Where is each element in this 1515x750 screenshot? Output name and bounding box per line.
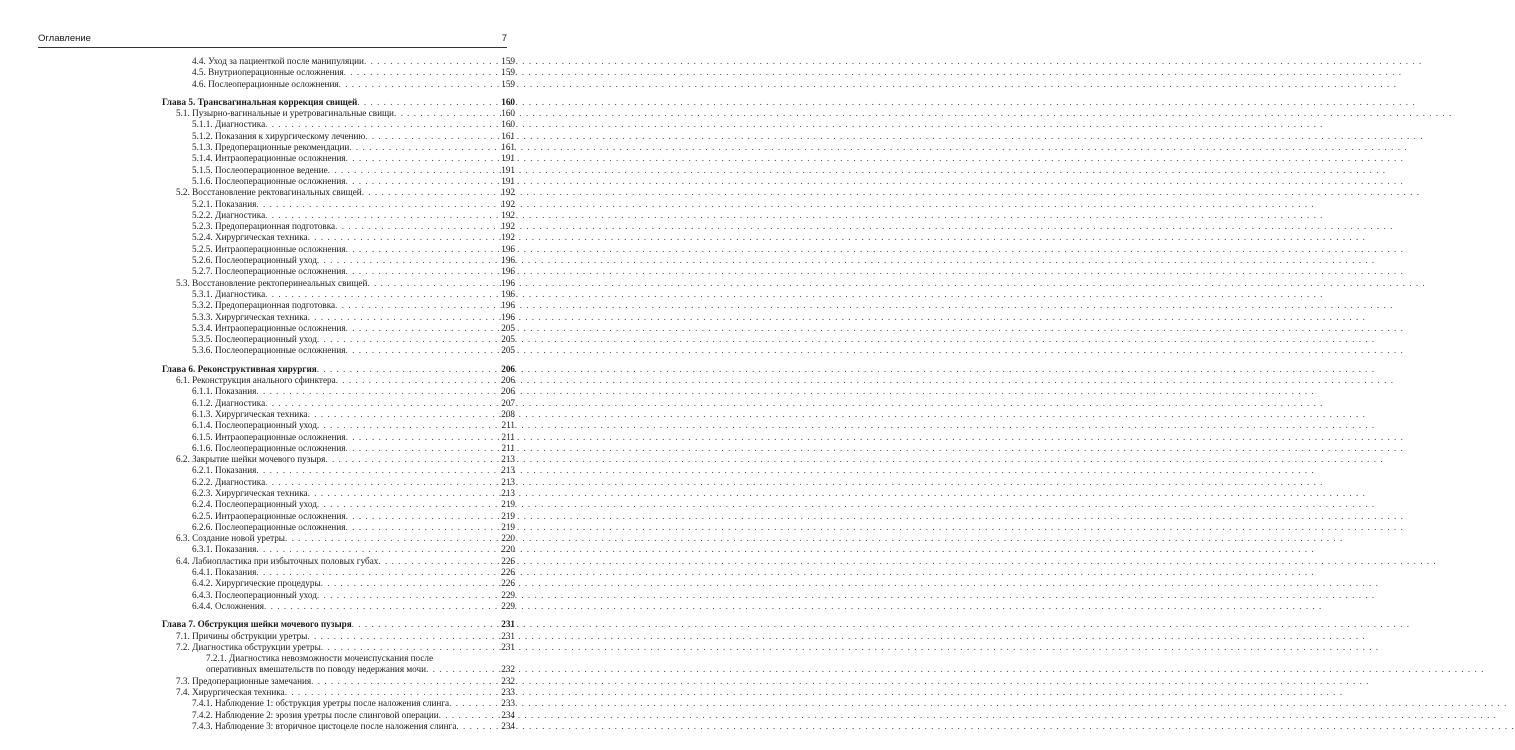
toc-entry-page: 192 [501,232,515,243]
toc-entry[interactable] [162,578,515,589]
dot-leader [346,345,500,356]
toc-entry-title: 5.1.4. Интраоперационные осложнения [192,153,346,164]
toc-entry[interactable] [162,153,515,164]
toc-entry-title: 6.1.1. Показания [192,386,257,397]
dot-leader [317,590,499,601]
toc-entry-page: 211 [501,431,515,442]
toc-entry-title: 6.1.6. Послеоперационные осложнения [192,442,346,453]
toc-entry-title: 5.1.6. Послеоперационные осложнения [192,175,346,186]
toc-entry[interactable] [162,187,515,198]
toc-entry-page: 159 [501,67,515,78]
dot-leader [367,278,499,289]
toc-entry-title: оперативных вмешательств по поводу недержания мочи [206,664,427,675]
toc-entry-page: 159 [501,56,515,66]
toc-entry[interactable] [162,398,515,409]
dot-leader [335,221,499,232]
toc-entry[interactable] [162,432,515,443]
toc-entry-title: 6.4.1. Показания [192,567,257,578]
toc-entry-page: 213 [501,454,515,465]
page-number: 7 [501,33,507,44]
dot-leader [317,499,499,510]
dot-leader [346,522,500,533]
toc-entry-page: 219 [501,499,515,510]
toc-entry-page: 206 [501,386,515,397]
toc-entry[interactable] [162,375,515,386]
toc-entry[interactable] [162,420,515,431]
toc-entry-page: 211 [501,442,515,453]
toc-entry-page: 196 [501,243,515,254]
toc-entry-page: 191 [501,153,515,164]
running-header [38,33,507,47]
toc-entry[interactable] [162,533,515,544]
dot-leader [308,409,500,420]
dot-leader [317,334,499,345]
toc-entry[interactable] [162,601,515,612]
dot-leader [256,544,499,555]
toc-entry-page: 213 [501,465,515,476]
dot-leader [321,578,500,589]
dot-leader [335,300,499,311]
toc-entry-title: 6.1. Реконструкция анального сфинктера [176,375,336,386]
dot-leader [311,676,499,687]
dot-leader [339,79,500,90]
toc-entry-title: 4.4. Уход за пациенткой после манипуляции [192,56,364,66]
toc-entry[interactable] [162,653,515,664]
toc-entry[interactable] [162,131,515,142]
dot-leader [362,187,500,198]
toc-entry-page: 219 [501,510,515,521]
dot-leader [449,698,499,709]
toc-entry-page: 208 [501,408,515,419]
toc-entry[interactable] [162,199,515,210]
dot-leader [328,165,500,176]
toc-entry-page: 207 [501,397,515,408]
dot-leader [346,266,500,277]
dot-leader [456,721,499,732]
toc-entry-page: 229 [501,589,515,600]
toc-entry[interactable] [162,454,515,465]
toc-entry-title: 5.3. Восстановление ректоперинеальных свищей [176,277,368,288]
toc-chapter-entry[interactable] [162,619,515,630]
toc-entry-page: 234 [501,709,515,720]
toc-entry-page: 226 [501,567,515,578]
toc-entry-title: 6.2.2. Диагностика [192,476,266,487]
toc-entry[interactable] [162,79,515,90]
toc-entry-title: 7.1. Причины обструкции уретры [176,630,308,641]
toc-entry[interactable] [162,499,515,510]
toc-entry[interactable] [162,556,515,567]
toc-entry[interactable] [162,334,515,345]
dot-leader [365,131,499,142]
dot-leader [346,153,500,164]
toc-entry[interactable] [162,567,515,578]
toc-entry-title: 5.1.3. Предоперационные рекомендации [192,142,350,153]
toc-entry-title: 5.2.7. Послеоперационные осложнения [192,266,346,277]
toc-entry-title: 6.1.5. Интраоперационные осложнения [192,431,346,442]
toc-entry[interactable] [162,244,515,255]
toc-entry[interactable] [162,443,515,454]
toc-entry[interactable] [162,323,515,334]
toc-entry-title: 6.2.5. Интраоперационные осложнения [192,510,346,521]
toc-entry-page: 161 [501,142,515,153]
dot-leader [256,199,499,210]
toc-entry-title: 5.2. Восстановление ректовагинальных свищей [176,187,362,198]
toc-entry-page: 205 [501,345,515,356]
toc-entry[interactable] [162,232,515,243]
dot-leader [346,443,500,454]
toc-entry-title: 5.2.5. Интраоперационные осложнения [192,243,346,254]
toc-entry-page: 220 [501,533,515,544]
dot-leader [265,210,499,221]
toc-entry-title: 7.4.1. Наблюдение 1: обструкция уретры после наложения слинга [192,698,450,709]
toc-entry-page: 205 [501,334,515,345]
toc-entry-page: 213 [501,476,515,487]
toc-entry-title: Глава 6. Реконструктивная хирургия [162,363,317,374]
toc-entry[interactable] [162,67,515,78]
toc-entry[interactable] [162,522,515,533]
toc-entry-title: 5.2.2. Диагностика [192,209,266,220]
dot-leader [346,176,500,187]
toc-entry-title: 7.4.2. Наблюдение 2: эрозия уретры после слинговой операции [192,709,439,720]
toc-entry[interactable] [162,698,515,709]
toc-entry[interactable] [162,165,515,176]
toc-entry[interactable] [162,664,515,675]
toc-entry[interactable] [162,488,515,499]
dot-leader [364,56,499,67]
toc-entry-title: 6.3.1. Показания [192,544,257,555]
toc-entry-page: 231 [501,630,515,641]
toc-entry-page: 196 [501,277,515,288]
toc-entry-page: 229 [501,600,515,611]
dot-leader [357,97,499,108]
toc-entry-page: 233 [501,698,515,709]
toc-entry[interactable] [162,386,515,397]
toc-entry-title: 6.4.2. Хирургические процедуры [192,578,321,589]
dot-leader [285,687,500,698]
toc-entry[interactable] [162,687,515,698]
toc-entry-title: 5.2.4. Хирургическая техника [192,232,308,243]
dot-leader [394,108,499,119]
toc-entry-page: 196 [501,311,515,322]
toc-entry[interactable] [162,221,515,232]
toc-entry-title: 5.2.1. Показания [192,198,257,209]
toc-entry[interactable] [162,255,515,266]
dot-leader [256,567,499,578]
dot-leader [285,533,499,544]
toc-entry[interactable] [162,142,515,153]
toc-entry-page: 161 [501,130,515,141]
toc-entry-page: 206 [501,375,515,386]
toc-gap [162,357,515,364]
toc-entry-page: 160 [501,108,515,119]
dot-leader [264,601,499,612]
toc-entry-title: 7.4.3. Наблюдение 3: вторичное цистоцеле после наложения слинга [192,720,457,731]
dot-leader [321,642,499,653]
table-of-contents [162,56,515,732]
toc-gap [162,90,515,97]
toc-entry-title: 6.1.2. Диагностика [192,397,266,408]
toc-entry-title: 5.3.2. Предоперационная подготовка [192,300,336,311]
toc-entry-page: 160 [501,119,515,130]
dot-leader [256,465,499,476]
toc-entry-title: 6.2.6. Послеоперационные осложнения [192,521,346,532]
toc-entry-page: 219 [501,521,515,532]
dot-leader [317,364,499,375]
toc-entry-title: 5.1.5. Послеоперационное ведение [192,164,328,175]
toc-entry-page: 234 [501,720,515,731]
toc-entry-page: 205 [501,322,515,333]
toc-entry-page: 232 [501,675,515,686]
toc-entry-title: Глава 5. Трансвагинальная коррекция свищей [162,96,358,107]
toc-entry-title: 6.1.3. Хирургическая техника [192,408,308,419]
dot-leader [307,631,499,642]
dot-leader [346,432,500,443]
toc-entry-title: 6.4. Лабиопластика при избыточных половых губах [176,555,379,566]
toc-entry-page: 196 [501,266,515,277]
toc-entry[interactable] [162,278,515,289]
toc-entry-title: 5.1.1. Диагностика [192,119,266,130]
toc-entry-page: 191 [501,164,515,175]
toc-entry-page: 226 [501,555,515,566]
toc-entry-title: 6.2.3. Хирургическая техника [192,487,308,498]
toc-entry[interactable] [162,511,515,522]
toc-entry-title: Глава 7. Обструкция шейки мочевого пузыря [162,619,352,630]
toc-entry-title: 6.4.3. Послеоперационный уход [192,589,317,600]
toc-entry[interactable] [162,409,515,420]
toc-entry[interactable] [162,300,515,311]
toc-entry-page: 192 [501,209,515,220]
toc-entry-page: 233 [501,687,515,698]
toc-entry-title: 6.2.4. Послеоперационный уход [192,499,317,510]
toc-gap [162,612,515,619]
toc-entry[interactable] [162,119,515,130]
toc-entry[interactable] [162,465,515,476]
toc-entry-page: 231 [501,641,515,652]
toc-entry-page: 192 [501,221,515,232]
dot-leader [265,289,499,300]
toc-entry-page: 196 [501,255,515,266]
section-title: Оглавление [38,33,91,44]
dot-leader [378,556,499,567]
toc-entry-page: 196 [501,300,515,311]
toc-chapter-entry[interactable] [162,97,515,108]
toc-entry[interactable] [162,544,515,555]
dot-leader [308,312,500,323]
toc-entry-title: 5.2.6. Послеоперационный уход [192,255,317,266]
dot-leader [317,255,499,266]
toc-entry-title: 5.2.3. Предоперационная подготовка [192,221,336,232]
toc-entry-title: 7.3. Предоперационные замечания [176,675,312,686]
dot-leader [265,119,499,130]
toc-entry[interactable] [162,710,515,721]
toc-entry-title: 5.1. Пузырно-вагинальные и уретровагинальные свищи [176,108,394,119]
toc-entry[interactable] [162,266,515,277]
dot-leader [308,488,500,499]
toc-entry[interactable] [162,176,515,187]
dot-leader [336,375,500,386]
dot-leader [346,244,500,255]
toc-entry-title: 6.1.4. Послеоперационный уход [192,420,317,431]
toc-entry-title: 6.2.1. Показания [192,465,257,476]
dot-leader [352,619,500,630]
toc-entry-title: 7.4. Хирургическая техника [176,687,285,698]
toc-entry-title: 5.3.4. Интраоперационные осложнения [192,322,346,333]
dot-leader [349,142,499,153]
dot-leader [439,710,500,721]
dot-leader [346,323,500,334]
toc-entry-page: 232 [501,664,515,675]
dot-leader [308,232,500,243]
header-rule [38,47,507,48]
dot-leader [265,477,499,488]
toc-entry[interactable] [162,289,515,300]
toc-entry-page: 226 [501,578,515,589]
toc-entry[interactable] [162,590,515,601]
toc-entry-page: 231 [501,619,515,630]
toc-entry-title: 4.6. Послеоперационные осложнения [192,78,339,89]
toc-entry-page: 220 [501,544,515,555]
toc-entry-page: 191 [501,175,515,186]
toc-entry-page: 160 [501,96,515,107]
dot-leader [344,67,500,78]
toc-entry[interactable] [162,56,515,67]
toc-entry[interactable] [162,642,515,653]
toc-entry-title: 5.3.6. Послеоперационные осложнения [192,345,346,356]
toc-entry-title: 6.2. Закрытие шейки мочевого пузыря [176,454,326,465]
toc-entry-page: 159 [501,78,515,89]
dot-leader [256,386,499,397]
toc-entry-title: 7.2.1. Диагностика невозможности мочеиспускания после [206,653,434,664]
toc-entry[interactable] [162,345,515,356]
toc-entry-page: 213 [501,487,515,498]
toc-entry[interactable] [162,477,515,488]
dot-leader [346,511,500,522]
toc-entry-page: 206 [501,363,515,374]
toc-entry-title: 5.1.2. Показания к хирургическому лечению [192,130,366,141]
dot-leader [317,420,500,431]
toc-entry[interactable] [162,312,515,323]
toc-entry-page: 196 [501,288,515,299]
dot-leader [265,398,499,409]
toc-entry-page: 192 [501,187,515,198]
toc-entry-title: 4.5. Внутриоперационные осложнения [192,67,344,78]
toc-entry[interactable] [162,721,515,732]
toc-entry-page: 211 [501,420,515,431]
toc-chapter-entry[interactable] [162,364,515,375]
dot-leader [426,664,499,675]
toc-entry-title: 7.2. Диагностика обструкции уретры [176,641,321,652]
dot-leader [325,454,499,465]
toc-entry-title: 5.3.3. Хирургическая техника [192,311,308,322]
toc-entry-title: 6.3. Создание новой уретры [176,533,285,544]
toc-entry-page: 192 [501,198,515,209]
toc-entry[interactable] [162,108,515,119]
toc-entry[interactable] [162,210,515,221]
toc-entry-title: 6.4.4. Осложнения [192,600,265,611]
toc-entry-title: 5.3.5. Послеоперационный уход [192,334,317,345]
toc-entry[interactable] [162,676,515,687]
toc-entry-title: 5.3.1. Диагностика [192,288,266,299]
toc-entry[interactable] [162,631,515,642]
